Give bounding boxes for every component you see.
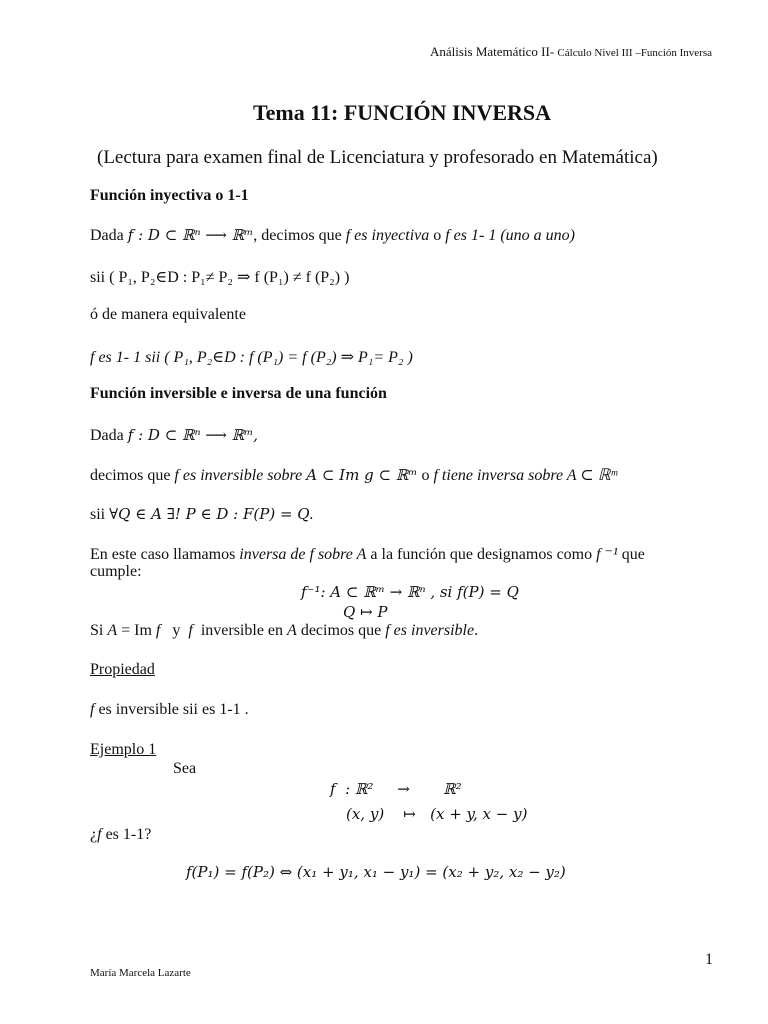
invertible-dada xyxy=(90,426,258,445)
invertible-def-or: o xyxy=(417,467,434,484)
case-text-3: que xyxy=(617,546,645,563)
sii-exists-math: ∀Q ∈ A ∃! P ∈ D : F(P) = Q. xyxy=(109,505,314,523)
injective-def-text-b: , decimos que xyxy=(253,227,346,244)
sii-exists-text: sii xyxy=(90,506,110,523)
si-a-text: Si xyxy=(90,622,108,639)
footer-author: María Marcela Lazarte xyxy=(90,967,191,979)
page-number: 1 xyxy=(705,951,713,968)
page-title: Tema 11: FUNCIÓN INVERSA xyxy=(252,100,552,125)
equation: f(P₁) = f(P₂) ⇔ (x₁ + y₁, x₁ − y₁) = (x₂ + y₂, x₂ − y₂) xyxy=(186,863,566,881)
property-heading: Propiedad xyxy=(90,661,155,678)
injective-def-italic: f es inyectiva xyxy=(345,227,430,244)
invertible-heading: Función inversible e inversa de una función xyxy=(90,385,387,402)
inverse-map-formula-2: Q ↦ P xyxy=(343,603,388,621)
invertible-dada-math: f : D ⊂ ℝⁿ ⟶ ℝᵐ, xyxy=(127,426,259,444)
equivalent-condition: f es 1- 1 sii ( P₁, P₂∈D : f (P₁) = f (P₂) ⇒ P₁= P₂ ) xyxy=(90,349,413,366)
header-detail: Cálculo Nivel III –Función Inversa xyxy=(557,47,712,59)
si-a-text-5: decimos que xyxy=(296,622,386,639)
injective-heading: Función inyectiva o 1-1 xyxy=(90,187,249,204)
invertible-def-math: A ⊂ Im g ⊂ ℝᵐ xyxy=(306,466,418,484)
equivalent-text: ó de manera equivalente xyxy=(90,306,246,323)
question-open: ¿ xyxy=(90,826,98,843)
si-a-italic: A xyxy=(107,622,118,639)
page-header xyxy=(430,44,712,60)
case-text: En este caso llamamos xyxy=(90,546,240,563)
map-definition-1: f : ℝ² → ℝ² xyxy=(330,780,462,798)
question-italic: f xyxy=(97,826,102,843)
si-a-paragraph xyxy=(90,622,478,640)
header-course: Análisis Matemático II- xyxy=(429,44,555,59)
si-a-italic-3: f xyxy=(188,622,193,639)
page-subtitle: (Lectura para examen final de Licenciatura y profesorado en Matemática) xyxy=(97,147,658,168)
invertible-dada-text: Dada xyxy=(90,427,128,444)
si-a-italic-5: f es inversible xyxy=(385,622,475,639)
invertible-def-text: decimos que xyxy=(90,467,175,484)
case-paragraph xyxy=(90,544,645,564)
injective-definition xyxy=(90,226,575,245)
injective-def-italic-2: f es 1- 1 (uno a uno) xyxy=(445,227,575,244)
case-f-inverse: f ⁻¹ xyxy=(596,546,618,563)
invertible-def-italic-2: f tiene inversa sobre A ⊂ ℝᵐ xyxy=(433,467,618,484)
case-italic: inversa de f sobre A xyxy=(239,546,367,563)
si-a-italic-4: A xyxy=(287,622,297,639)
property-italic: f xyxy=(90,701,95,718)
map-definition-2: (x, y) ↦ (x + y, x − y) xyxy=(346,805,528,823)
property-body: es inversible sii es 1-1 . xyxy=(94,701,249,718)
injective-def-text-d: o xyxy=(429,227,446,244)
question-body: es 1-1? xyxy=(101,826,152,843)
example-heading: Ejemplo 1 xyxy=(90,741,157,758)
si-a-text-3: y xyxy=(160,622,189,639)
question-text xyxy=(90,826,151,844)
si-a-text-4: inversible en xyxy=(192,622,288,639)
sii-exists xyxy=(90,505,314,524)
cumple-text: cumple: xyxy=(90,563,142,580)
invertible-def-italic: f es inversible sobre xyxy=(174,467,307,484)
inverse-map-formula: f⁻¹: A ⊂ ℝᵐ → ℝⁿ , si f(P) = Q xyxy=(301,583,519,601)
injective-def-text: Dada xyxy=(90,227,128,244)
injective-def-math: f : D ⊂ ℝⁿ ⟶ ℝᵐ xyxy=(127,226,254,244)
si-a-text-2: = Im xyxy=(117,622,156,639)
invertible-definition xyxy=(90,465,617,485)
si-a-italic-2: f xyxy=(155,622,161,639)
property-text xyxy=(90,701,249,719)
sea-text: Sea xyxy=(173,760,197,777)
case-text-2: a la función que designamos como xyxy=(366,546,597,563)
si-a-period: . xyxy=(474,622,479,639)
sii-condition: sii ( P₁, P₂∈D : P₁≠ P₂ ⇒ f (P₁) ≠ f (P₂) ) xyxy=(90,269,350,286)
